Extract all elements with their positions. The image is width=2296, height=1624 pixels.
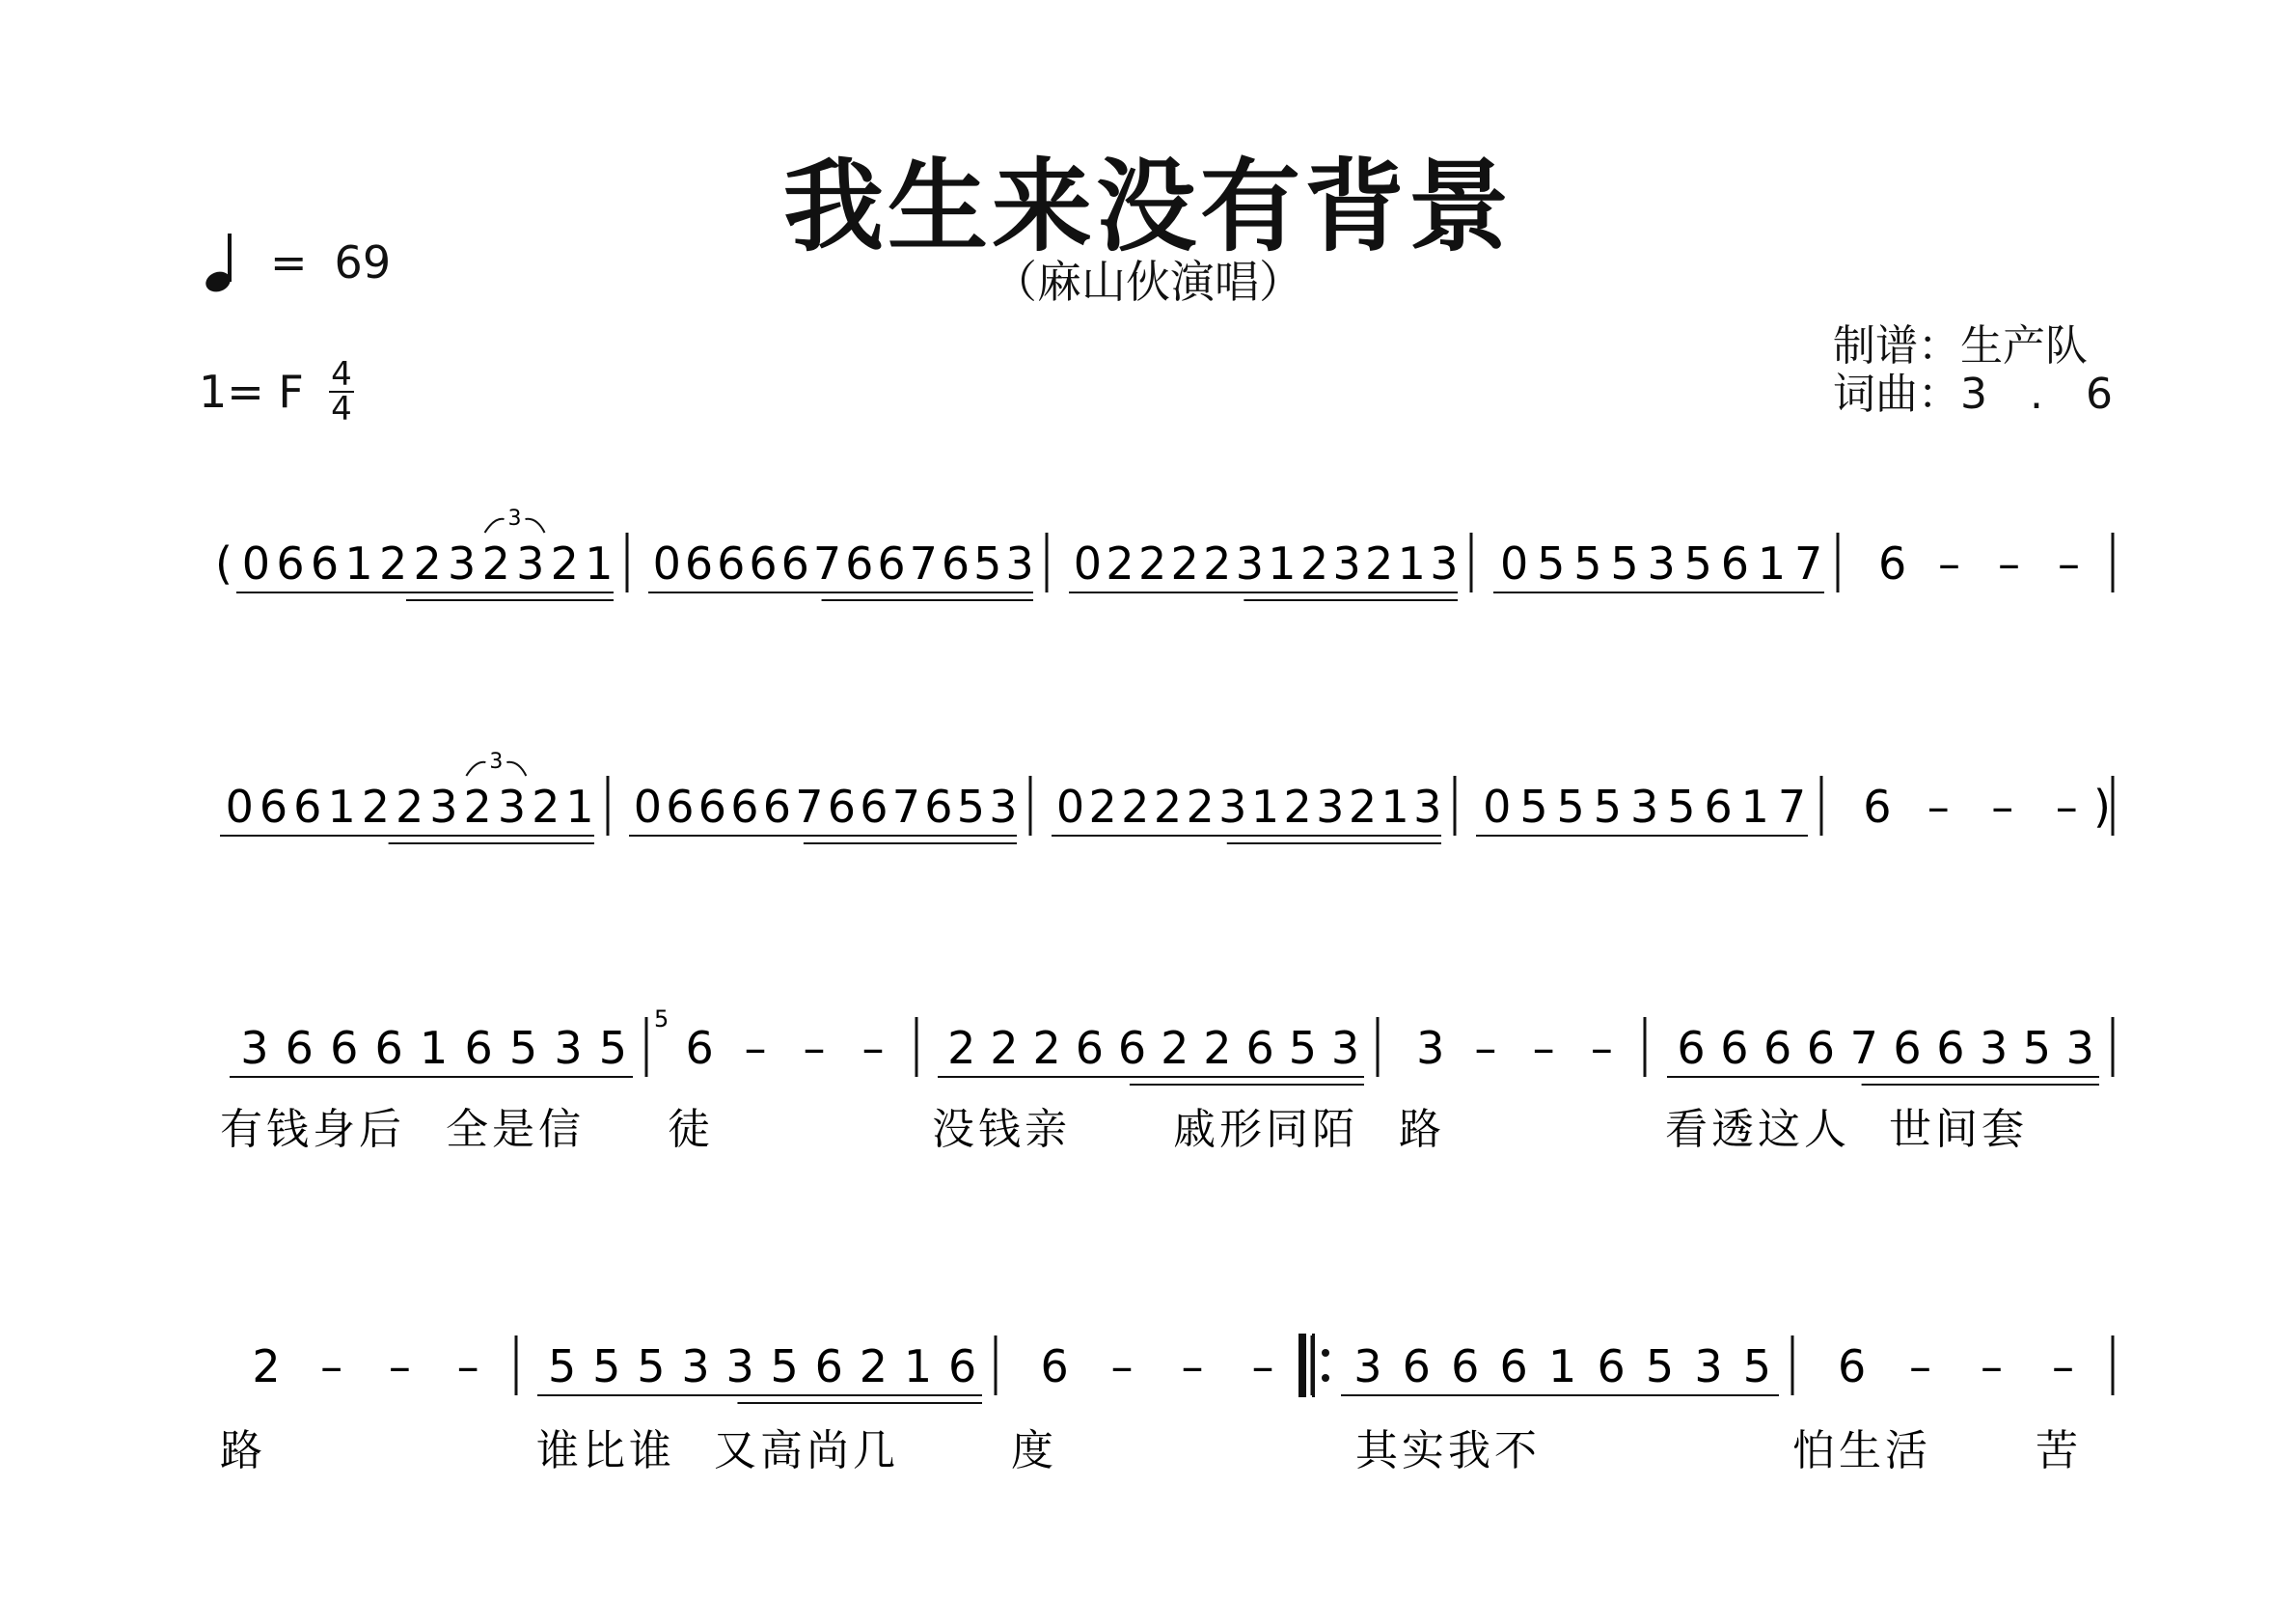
note: 6 bbox=[1838, 1340, 1867, 1392]
note: 1 bbox=[1250, 781, 1280, 833]
note: 6 bbox=[684, 537, 714, 590]
note: 2 bbox=[1348, 781, 1378, 833]
note: 3 bbox=[1416, 1022, 1445, 1074]
note: 6 bbox=[330, 1022, 359, 1074]
note: 6 bbox=[877, 537, 906, 590]
note: 6 bbox=[730, 781, 759, 833]
note: 5 bbox=[1593, 781, 1623, 833]
note: 6 bbox=[259, 781, 288, 833]
note: 0 bbox=[225, 781, 254, 833]
sustain-dash: – bbox=[1251, 1340, 1274, 1392]
sustain-dash: – bbox=[388, 1340, 411, 1392]
lyric: 谁比谁 bbox=[536, 1426, 675, 1475]
note: 3 bbox=[1330, 1022, 1360, 1074]
note: 7 bbox=[812, 537, 842, 590]
paren-close: ) bbox=[2093, 781, 2111, 833]
sustain-dash: – bbox=[1998, 537, 2020, 590]
sustain-dash: – bbox=[2052, 1340, 2074, 1392]
repeat-dot bbox=[1322, 1349, 1329, 1357]
tuplet-arc bbox=[466, 762, 485, 776]
note: 2 bbox=[413, 537, 442, 590]
note: 6 bbox=[1893, 1022, 1922, 1074]
note: 2 bbox=[1365, 537, 1394, 590]
note: 6 bbox=[814, 1340, 843, 1392]
note: 5 bbox=[956, 781, 986, 833]
note: 2 bbox=[1299, 537, 1329, 590]
paren-open: ( bbox=[215, 537, 232, 590]
note: 6 bbox=[947, 1340, 977, 1392]
note: 6 bbox=[717, 537, 746, 590]
time-signature-top: 4 bbox=[331, 355, 352, 394]
note: 1 bbox=[344, 537, 373, 590]
lyric: 度 bbox=[1011, 1426, 1057, 1475]
performer-subtitle: （麻山伙演唱） bbox=[993, 256, 1303, 308]
note: 3 bbox=[681, 1340, 710, 1392]
note: 7 bbox=[909, 537, 938, 590]
sustain-dash: – bbox=[1991, 781, 2014, 833]
note: 6 bbox=[1720, 1022, 1749, 1074]
note: 6 bbox=[941, 537, 970, 590]
time-signature-bottom: 4 bbox=[331, 390, 352, 428]
note: 3 bbox=[1332, 537, 1361, 590]
note: 2 bbox=[1203, 1022, 1232, 1074]
note: 2 bbox=[252, 1340, 281, 1392]
note: 1 bbox=[1268, 537, 1297, 590]
lyric: 徒 bbox=[668, 1105, 714, 1154]
credit-notation: 制谱：生产队 bbox=[1833, 321, 2088, 371]
sustain-dash: – bbox=[456, 1340, 479, 1392]
note: 1 bbox=[903, 1340, 933, 1392]
note: 6 bbox=[1763, 1022, 1792, 1074]
note: 3 bbox=[448, 537, 477, 590]
note: 6 bbox=[1720, 537, 1750, 590]
note: 3 bbox=[1218, 781, 1247, 833]
note: 6 bbox=[276, 537, 305, 590]
sustain-dash: – bbox=[861, 1022, 885, 1074]
note: 3 bbox=[725, 1340, 754, 1392]
note: 1 bbox=[565, 781, 594, 833]
note: 3 bbox=[1235, 537, 1264, 590]
note: 5 bbox=[1645, 1340, 1675, 1392]
note: 2 bbox=[1088, 781, 1117, 833]
lyric: 苦 bbox=[2036, 1426, 2082, 1475]
note: 1 bbox=[1757, 537, 1787, 590]
note: 5 bbox=[1556, 781, 1585, 833]
sustain-dash: – bbox=[1474, 1022, 1497, 1074]
note: 6 bbox=[1451, 1340, 1480, 1392]
note: 3 bbox=[1980, 1022, 2009, 1074]
note: 0 bbox=[1073, 537, 1103, 590]
sustain-dash: – bbox=[2058, 537, 2080, 590]
note: 5 bbox=[2022, 1022, 2052, 1074]
sustain-dash: – bbox=[803, 1022, 826, 1074]
note: 3 bbox=[429, 781, 458, 833]
note: 5 bbox=[1610, 537, 1639, 590]
note: 6 bbox=[749, 537, 778, 590]
note: 2 bbox=[990, 1022, 1019, 1074]
note: 6 bbox=[1117, 1022, 1147, 1074]
note: 3 bbox=[554, 1022, 583, 1074]
sustain-dash: – bbox=[1110, 1340, 1134, 1392]
note: 5 bbox=[1519, 781, 1548, 833]
note: 2 bbox=[532, 781, 560, 833]
note: 6 bbox=[924, 781, 953, 833]
note: 7 bbox=[1849, 1022, 1878, 1074]
repeat-thin-bar bbox=[1312, 1334, 1315, 1397]
note: 3 bbox=[1005, 537, 1034, 590]
note: 5 bbox=[592, 1340, 621, 1392]
note: 0 bbox=[241, 537, 271, 590]
note: 3 bbox=[1353, 1340, 1382, 1392]
note: 0 bbox=[1483, 781, 1512, 833]
note: 6 bbox=[1704, 781, 1733, 833]
sustain-dash: – bbox=[1532, 1022, 1555, 1074]
note: 2 bbox=[550, 537, 579, 590]
note: 0 bbox=[1500, 537, 1529, 590]
note: 6 bbox=[1040, 1340, 1069, 1392]
note: 7 bbox=[891, 781, 921, 833]
note: 2 bbox=[1106, 537, 1134, 590]
note: 6 bbox=[1677, 1022, 1706, 1074]
note: 2 bbox=[1121, 781, 1150, 833]
repeat-thick-bar bbox=[1298, 1334, 1306, 1397]
note: 7 bbox=[1793, 537, 1823, 590]
lyric: 戚形同陌 bbox=[1173, 1105, 1358, 1154]
note: 2 bbox=[463, 781, 492, 833]
note: 2 bbox=[481, 537, 510, 590]
lyric: 路 bbox=[1399, 1105, 1445, 1154]
note: 6 bbox=[1863, 781, 1892, 833]
note: 2 bbox=[947, 1022, 976, 1074]
note: 2 bbox=[378, 537, 408, 590]
note: 6 bbox=[685, 1022, 714, 1074]
sustain-dash: – bbox=[1927, 781, 1950, 833]
note: 6 bbox=[310, 537, 340, 590]
song-title: 我生来没有背景 bbox=[782, 148, 1513, 265]
note: 6 bbox=[1806, 1022, 1836, 1074]
sustain-dash: – bbox=[1981, 1340, 2003, 1392]
note: 5 bbox=[548, 1340, 577, 1392]
note: 3 bbox=[1630, 781, 1659, 833]
note: 6 bbox=[1878, 537, 1907, 590]
note: 5 bbox=[637, 1340, 666, 1392]
note: 3 bbox=[1694, 1340, 1723, 1392]
tuplet-number: 3 bbox=[489, 750, 504, 774]
note: 3 bbox=[989, 781, 1018, 833]
note: 6 bbox=[1936, 1022, 1965, 1074]
credit-lyrics-music: 词曲：3 . 6 bbox=[1833, 370, 2113, 419]
note: 6 bbox=[845, 537, 874, 590]
note: 6 bbox=[374, 1022, 403, 1074]
note: 2 bbox=[1283, 781, 1312, 833]
grace-note: 5 bbox=[654, 1005, 670, 1032]
note: 1 bbox=[1548, 1340, 1577, 1392]
tempo-equals: = bbox=[270, 236, 308, 289]
note: 3 bbox=[516, 537, 545, 590]
note: 6 bbox=[1402, 1340, 1431, 1392]
note: 5 bbox=[1537, 537, 1566, 590]
repeat-dot bbox=[1322, 1374, 1329, 1382]
tempo-bpm: 69 bbox=[334, 236, 392, 289]
sustain-dash: – bbox=[1909, 1340, 1931, 1392]
note: 6 bbox=[762, 781, 792, 833]
note: 5 bbox=[973, 537, 1002, 590]
note: 3 bbox=[497, 781, 527, 833]
sustain-dash: – bbox=[2055, 781, 2078, 833]
lyric: 路 bbox=[220, 1426, 266, 1475]
note: 2 bbox=[1170, 537, 1199, 590]
note: 1 bbox=[585, 537, 614, 590]
note: 2 bbox=[1186, 781, 1215, 833]
tuplet-arc bbox=[526, 519, 545, 533]
note: 3 bbox=[1647, 537, 1676, 590]
lyric: 全是信 bbox=[446, 1105, 585, 1154]
sustain-dash: – bbox=[320, 1340, 343, 1392]
note: 6 bbox=[1075, 1022, 1104, 1074]
sustain-dash: – bbox=[1590, 1022, 1613, 1074]
tuplet-number: 3 bbox=[507, 507, 522, 531]
sustain-dash: – bbox=[744, 1022, 767, 1074]
note: 6 bbox=[697, 781, 727, 833]
sustain-dash: – bbox=[1181, 1340, 1204, 1392]
note: 5 bbox=[508, 1022, 538, 1074]
note: 6 bbox=[666, 781, 695, 833]
key-label: 1= F bbox=[199, 366, 304, 418]
lyric: 世间套 bbox=[1889, 1105, 2028, 1154]
note: 6 bbox=[827, 781, 857, 833]
note: 7 bbox=[1777, 781, 1807, 833]
note: 3 bbox=[240, 1022, 269, 1074]
note: 5 bbox=[1667, 781, 1696, 833]
note: 6 bbox=[293, 781, 322, 833]
note: 1 bbox=[1740, 781, 1769, 833]
note: 0 bbox=[633, 781, 663, 833]
note: 5 bbox=[1288, 1022, 1317, 1074]
lyric: 其实我不 bbox=[1355, 1426, 1541, 1475]
sustain-dash: – bbox=[1938, 537, 1960, 590]
note: 1 bbox=[1397, 537, 1426, 590]
note: 7 bbox=[795, 781, 824, 833]
note: 6 bbox=[1245, 1022, 1274, 1074]
note: 1 bbox=[1380, 781, 1409, 833]
note: 3 bbox=[2065, 1022, 2094, 1074]
lyric: 怕生活 bbox=[1792, 1426, 1931, 1475]
note: 2 bbox=[1203, 537, 1232, 590]
note: 1 bbox=[327, 781, 356, 833]
lyric: 有钱身后 bbox=[220, 1105, 405, 1154]
note: 2 bbox=[361, 781, 391, 833]
note: 6 bbox=[464, 1022, 493, 1074]
note: 2 bbox=[1153, 781, 1183, 833]
note: 5 bbox=[770, 1340, 799, 1392]
note: 5 bbox=[1742, 1340, 1772, 1392]
note: 3 bbox=[1316, 781, 1345, 833]
note: 6 bbox=[860, 781, 888, 833]
lyric: 看透这人 bbox=[1665, 1105, 1850, 1154]
lyric: 又高尚几 bbox=[714, 1426, 899, 1475]
note: 1 bbox=[420, 1022, 449, 1074]
note: 2 bbox=[396, 781, 424, 833]
note: 2 bbox=[1032, 1022, 1061, 1074]
note: 6 bbox=[1597, 1340, 1626, 1392]
note: 3 bbox=[1430, 537, 1459, 590]
note: 2 bbox=[859, 1340, 888, 1392]
note: 6 bbox=[285, 1022, 314, 1074]
note: 5 bbox=[1573, 537, 1602, 590]
note: 0 bbox=[1055, 781, 1085, 833]
note: 2 bbox=[1137, 537, 1167, 590]
tuplet-arc bbox=[506, 762, 526, 776]
lyric: 没钱亲 bbox=[932, 1105, 1071, 1154]
note: 5 bbox=[598, 1022, 628, 1074]
note: 6 bbox=[780, 537, 809, 590]
note: 0 bbox=[652, 537, 681, 590]
note: 5 bbox=[1683, 537, 1712, 590]
tuplet-arc bbox=[485, 519, 505, 533]
note: 2 bbox=[1161, 1022, 1189, 1074]
note: 6 bbox=[1499, 1340, 1528, 1392]
note: 3 bbox=[1413, 781, 1442, 833]
